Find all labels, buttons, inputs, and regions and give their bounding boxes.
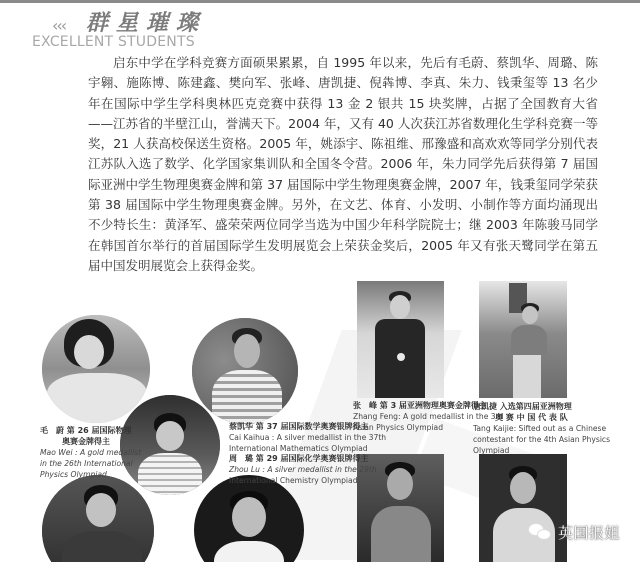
- caption-zhou-lu: 周 璐 第 29 届国际化学奥赛银牌得主 Zhou Lu : A silver medallist in the 29th International Chemistry Olympiad: [229, 454, 377, 485]
- caption-zhang-feng: 张 峰 第 3 届亚洲物理奥赛金牌得主 Zhang Feng: A gold medallist in the 3rd Asian Physics Olympiad: [353, 401, 504, 432]
- photo-student-bottom-left: [42, 475, 154, 562]
- top-border: [0, 0, 640, 3]
- section-title-en: EXCELLENT STUDENTS: [32, 34, 195, 50]
- chevrons-left-icon: ‹‹‹: [52, 16, 66, 35]
- photo-zhang-feng: [357, 281, 444, 398]
- section-title-cn: 群星璀璨: [86, 10, 207, 36]
- photo-student-bottom-right-2: [479, 454, 567, 562]
- photo-tang-kaijie: [479, 281, 567, 398]
- caption-mao-wei: 毛 蔚 第 26 届国际物理 奥赛金牌得主 Mao Wei : A gold medallist in the 26th International Physics Olympiad: [40, 426, 142, 479]
- watermark: [528, 521, 620, 543]
- article-paragraph: 启东中学在学科竞赛方面硕果累累，自 1995 年以来，先后有毛蔚、蔡凯华、周璐、陈宇翱、施陈博、陈建鑫、樊向军、张峰、唐凯捷、倪犇博、李真、朱力、钱秉玺等 13 名少年在国际中学生学科奥林匹克竞赛中获得 13 金 2 银共 15 块奖牌，占据了全国教育大省——江苏省的半壁江山，誉满天下。2004 年，又有 40 人次获江苏省数理化生学科竞赛一等奖，21 人获高校保送生资格。2005 年，姚添宇、陈祖维、邢豫盛和高欢欢等同学分别代表江苏队入选了数学、化学国家集训队和全国冬令营。2006 年，朱力同学先后获得第 7 届国际亚洲中学生物理奥赛金牌和第 37 届国际中学生物理奥赛金牌，2007 年，钱秉玺同学荣获第 38 届国际中学生物理奥赛金牌。另外，在文艺、体育、小发明、小制作等方面均涌现出不少特长生：黄泽军、盛荣荣两位同学当选为中国少年科学院院士；继 2003 年陈骏马同学在韩国首尔举行的首届国际学生发明展览会上荣获金奖后，2005 年又有张天鹭同学在第五届中国发明展览会上获得金奖。: [88, 55, 598, 273]
- watermark-label: 英国报姐: [558, 523, 621, 542]
- caption-tang-kaijie: 唐凯捷 入选第四届亚洲物理 奥 赛 中 国 代 表 队 Tang Kaijie: Sifted out as a Chinese contestant for the 4th Asian Physics Olympiad: [473, 402, 611, 455]
- caption-cai-kaihua: 蔡凯华 第 37 届国际数学奥赛银牌得主 Cai Kaihua : A silver medallist in the 37th International Mathematics Olympiad: [229, 422, 387, 453]
- article-body: [88, 53, 598, 276]
- medal-icon: [397, 353, 405, 361]
- wechat-icon: [528, 521, 554, 543]
